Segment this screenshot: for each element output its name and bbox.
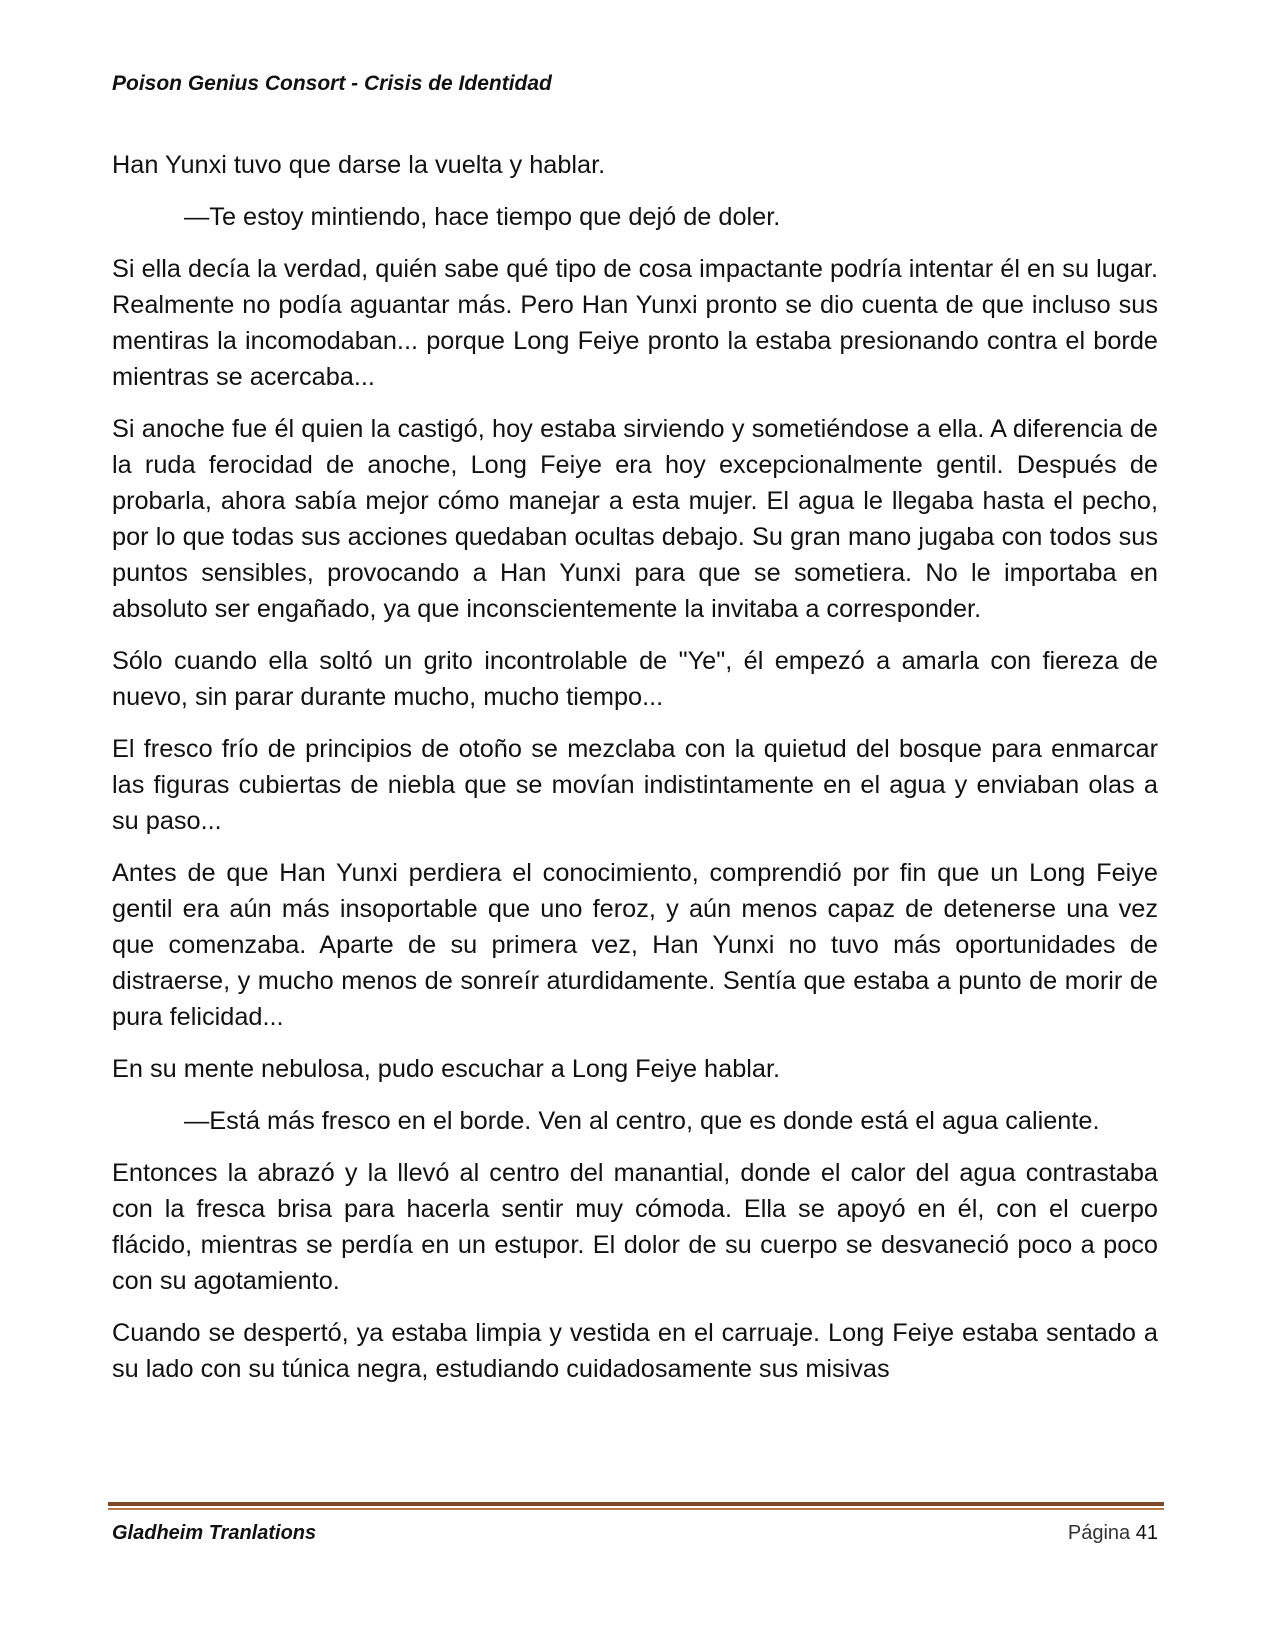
page-number: 41: [1135, 1522, 1158, 1544]
footer-divider-thin: [108, 1508, 1164, 1510]
paragraph: El fresco frío de principios de otoño se mezclaba con la quietud del bosque para enmarcar las figuras cubiertas de niebla que se movían indistintamente en el agua y enviaban olas a su paso...: [112, 735, 1158, 835]
paragraph: Antes de que Han Yunxi perdiera el conocimiento, comprendió por fin que un Long Feiye gentil era aún más insoportable que uno feroz, y aún menos capaz de detenerse una vez que comenzaba. Aparte de su primera vez, Han Yunxi no tuvo más oportunidades de distraerse, y mucho menos de sonreír aturdidamente. Sentía que estaba a punto de morir de pura felicidad...: [112, 859, 1158, 1031]
body-text: [112, 147, 1158, 1403]
footer-divider: [108, 1502, 1164, 1510]
footer-credit: Gladheim Tranlations: [112, 1522, 317, 1544]
paragraph: En su mente nebulosa, pudo escuchar a Long Feiye hablar.: [112, 1055, 781, 1083]
paragraph: Si ella decía la verdad, quién sabe qué tipo de cosa impactante podría intentar él en su lugar. Realmente no podía aguantar más. Pero Han Yunxi pronto se dio cuenta de que incluso sus mentiras la incomodaban... porque Long Feiye pronto la estaba presionando contra el borde mientras se acercaba...: [112, 255, 1158, 391]
dialogue-paragraph: —Está más fresco en el borde. Ven al centro, que es donde está el agua caliente.: [184, 1107, 1100, 1135]
paragraph: Sólo cuando ella soltó un grito incontrolable de "Ye", él empezó a amarla con fiereza de nuevo, sin parar durante mucho, mucho tiempo...: [112, 647, 1158, 711]
running-header: Poison Genius Consort - Crisis de Identidad: [112, 72, 552, 95]
page-indicator: [1068, 1522, 1158, 1545]
paragraph: Han Yunxi tuvo que darse la vuelta y hablar.: [112, 151, 606, 179]
dialogue-paragraph: —Te estoy mintiendo, hace tiempo que dejó de doler.: [184, 203, 781, 231]
page-label: Página: [1067, 1522, 1131, 1544]
paragraph: Entonces la abrazó y la llevó al centro del manantial, donde el calor del agua contrastaba con la fresca brisa para hacerla sentir muy cómoda. Ella se apoyó en él, con el cuerpo flácido, mientras se perdía en un estupor. El dolor de su cuerpo se desvaneció poco a poco con su agotamiento.: [112, 1159, 1158, 1295]
paragraph: Si anoche fue él quien la castigó, hoy estaba sirviendo y sometiéndose a ella. A diferencia de la ruda ferocidad de anoche, Long Feiye era hoy excepcionalmente gentil. Después de probarla, ahora sabía mejor cómo manejar a esta mujer. El agua le llegaba hasta el pecho, por lo que todas sus acciones quedaban ocultas debajo. Su gran mano jugaba con todos sus puntos sensibles, provocando a Han Yunxi para que se sometiera. No le importaba en absoluto ser engañado, ya que inconscientemente la invitaba a corresponder.: [112, 415, 1158, 623]
paragraph: Cuando se despertó, ya estaba limpia y vestida en el carruaje. Long Feiye estaba sentado a su lado con su túnica negra, estudiando cuidadosamente sus misivas: [112, 1319, 1158, 1383]
